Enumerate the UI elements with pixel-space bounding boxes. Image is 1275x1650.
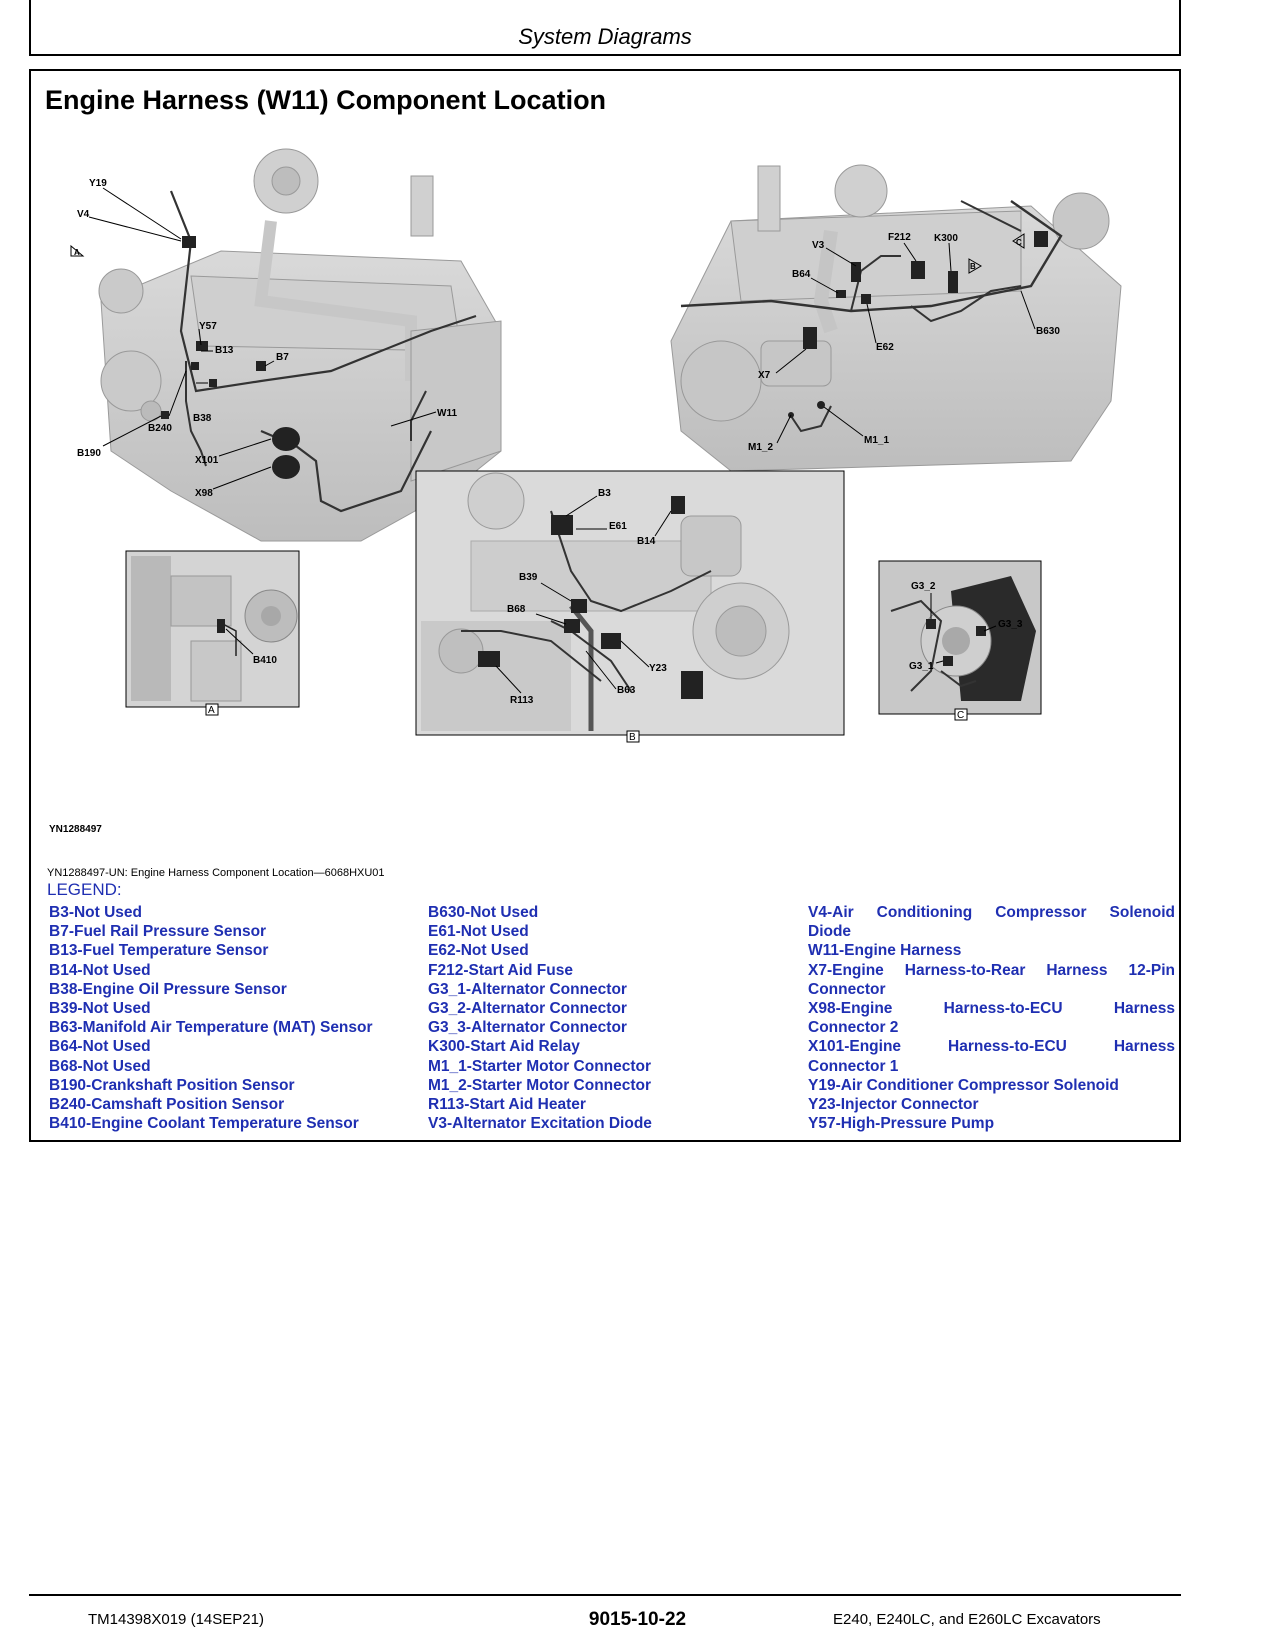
diagram-section xyxy=(29,69,1181,1142)
legend-item: F212-Start Aid Fuse xyxy=(428,961,573,979)
svg-text:A: A xyxy=(74,248,80,257)
callout-v4 xyxy=(77,209,181,241)
legend-item: B64-Not Used xyxy=(49,1038,151,1056)
svg-text:B630: B630 xyxy=(1036,326,1060,337)
svg-text:X7: X7 xyxy=(758,370,771,381)
inset-c xyxy=(879,561,1041,721)
svg-text:C: C xyxy=(1016,238,1022,247)
legend-item: V3-Alternator Excitation Diode xyxy=(428,1115,652,1133)
svg-text:B68: B68 xyxy=(507,604,526,615)
svg-text:Y57: Y57 xyxy=(199,321,217,332)
legend-item: X101-Engine Harness-to-ECU Harness xyxy=(808,1038,1175,1056)
engine-harness-figure xyxy=(31,71,1179,1140)
legend-item: X7-Engine Harness-to-Rear Harness 12-Pin xyxy=(808,961,1175,979)
header-title: System Diagrams xyxy=(518,24,692,49)
legend-column-1 xyxy=(49,903,399,1133)
svg-text:B38: B38 xyxy=(193,413,212,424)
legend-item: Diode xyxy=(808,923,852,941)
figure-caption: YN1288497-UN: Engine Harness Component Location—6068HXU01 xyxy=(47,867,385,879)
legend-item: B68-Not Used xyxy=(49,1057,151,1075)
legend-item: Connector xyxy=(808,980,886,998)
legend-item: B39-Not Used xyxy=(49,1000,151,1018)
svg-text:G3_2: G3_2 xyxy=(911,581,936,592)
svg-text:E62: E62 xyxy=(876,342,894,353)
legend-item: B14-Not Used xyxy=(49,961,151,979)
inset-a xyxy=(126,551,299,716)
svg-text:B64: B64 xyxy=(792,269,811,280)
svg-text:X98: X98 xyxy=(195,488,213,499)
figure-id: YN1288497 xyxy=(49,824,102,835)
legend-item: M1_1-Starter Motor Connector xyxy=(428,1057,652,1075)
inset-b xyxy=(416,471,844,743)
svg-text:B240: B240 xyxy=(148,423,172,434)
inset-a-label: A xyxy=(208,705,215,716)
legend-item: M1_2-Starter Motor Connector xyxy=(428,1076,652,1094)
legend-item: B63-Manifold Air Temperature (MAT) Sensor xyxy=(49,1019,373,1037)
page-header xyxy=(29,0,1181,56)
legend-item: E62-Not Used xyxy=(428,942,529,960)
svg-text:K300: K300 xyxy=(934,233,958,244)
legend-item: G3_3-Alternator Connector xyxy=(428,1019,627,1037)
legend-item: B190-Crankshaft Position Sensor xyxy=(49,1076,295,1094)
section-title: Engine Harness (W11) Component Location xyxy=(45,85,607,115)
svg-text:W11: W11 xyxy=(437,408,458,419)
callout-arrow-a xyxy=(71,246,83,257)
legend-column-2 xyxy=(428,903,778,1133)
legend-item: X98-Engine Harness-to-ECU Harness xyxy=(808,1000,1175,1018)
legend-item: W11-Engine Harness xyxy=(808,942,962,960)
svg-text:B3: B3 xyxy=(598,488,611,499)
svg-text:V3: V3 xyxy=(812,240,825,251)
svg-text:B13: B13 xyxy=(215,345,234,356)
svg-text:B63: B63 xyxy=(617,685,636,696)
engine-illustration xyxy=(31,71,1179,831)
legend-item: B3-Not Used xyxy=(49,904,143,921)
callout-y19 xyxy=(89,178,181,239)
legend-item: Connector 1 xyxy=(808,1057,899,1075)
svg-text:Y23: Y23 xyxy=(649,663,667,674)
svg-text:M1_1: M1_1 xyxy=(864,435,890,446)
svg-text:M1_2: M1_2 xyxy=(748,442,774,453)
svg-text:B14: B14 xyxy=(637,536,656,547)
legend-item: Y57-High-Pressure Pump xyxy=(808,1115,995,1133)
footer-doc-id: TM14398X019 (14SEP21) xyxy=(88,1611,264,1628)
legend-item: G3_2-Alternator Connector xyxy=(428,1000,627,1018)
legend-item: Connector 2 xyxy=(808,1019,899,1037)
legend-item: K300-Start Aid Relay xyxy=(428,1038,580,1056)
legend-item: B240-Camshaft Position Sensor xyxy=(49,1096,285,1114)
footer-page-number: 9015-10-22 xyxy=(588,1609,687,1630)
svg-text:E61: E61 xyxy=(609,521,627,532)
legend-item: B13-Fuel Temperature Sensor xyxy=(49,942,269,960)
svg-text:B410: B410 xyxy=(253,655,277,666)
svg-text:X101: X101 xyxy=(195,455,219,466)
legend-item: V4-Air Conditioning Compressor Solenoid xyxy=(808,904,1175,921)
legend-item: B630-Not Used xyxy=(428,904,539,921)
inset-b-label: B xyxy=(629,732,636,743)
svg-text:B7: B7 xyxy=(276,352,289,363)
legend-item: Y19-Air Conditioner Compressor Solenoid xyxy=(808,1076,1119,1094)
svg-text:R113: R113 xyxy=(510,695,534,706)
legend-title: LEGEND: xyxy=(47,880,122,899)
svg-text:G3_1: G3_1 xyxy=(909,661,934,672)
legend-item: G3_1-Alternator Connector xyxy=(428,980,627,998)
legend-item: Y23-Injector Connector xyxy=(808,1096,979,1114)
legend-item: B7-Fuel Rail Pressure Sensor xyxy=(49,923,267,941)
svg-text:V4: V4 xyxy=(77,209,90,220)
legend-item: B38-Engine Oil Pressure Sensor xyxy=(49,980,287,998)
inset-c-label: C xyxy=(957,710,965,721)
legend-item: B410-Engine Coolant Temperature Sensor xyxy=(49,1115,359,1133)
svg-text:B39: B39 xyxy=(519,572,538,583)
legend-item: R113-Start Aid Heater xyxy=(428,1096,586,1114)
svg-text:B190: B190 xyxy=(77,448,101,459)
svg-text:G3_3: G3_3 xyxy=(998,619,1023,630)
svg-text:F212: F212 xyxy=(888,232,911,243)
legend-column-3 xyxy=(808,903,1175,1133)
svg-text:Y19: Y19 xyxy=(89,178,107,189)
legend-item: E61-Not Used xyxy=(428,923,529,941)
svg-text:B: B xyxy=(970,262,976,271)
footer-divider xyxy=(29,1594,1181,1596)
right-engine-view xyxy=(671,165,1121,471)
footer-product: E240, E240LC, and E260LC Excavators xyxy=(833,1611,1101,1628)
